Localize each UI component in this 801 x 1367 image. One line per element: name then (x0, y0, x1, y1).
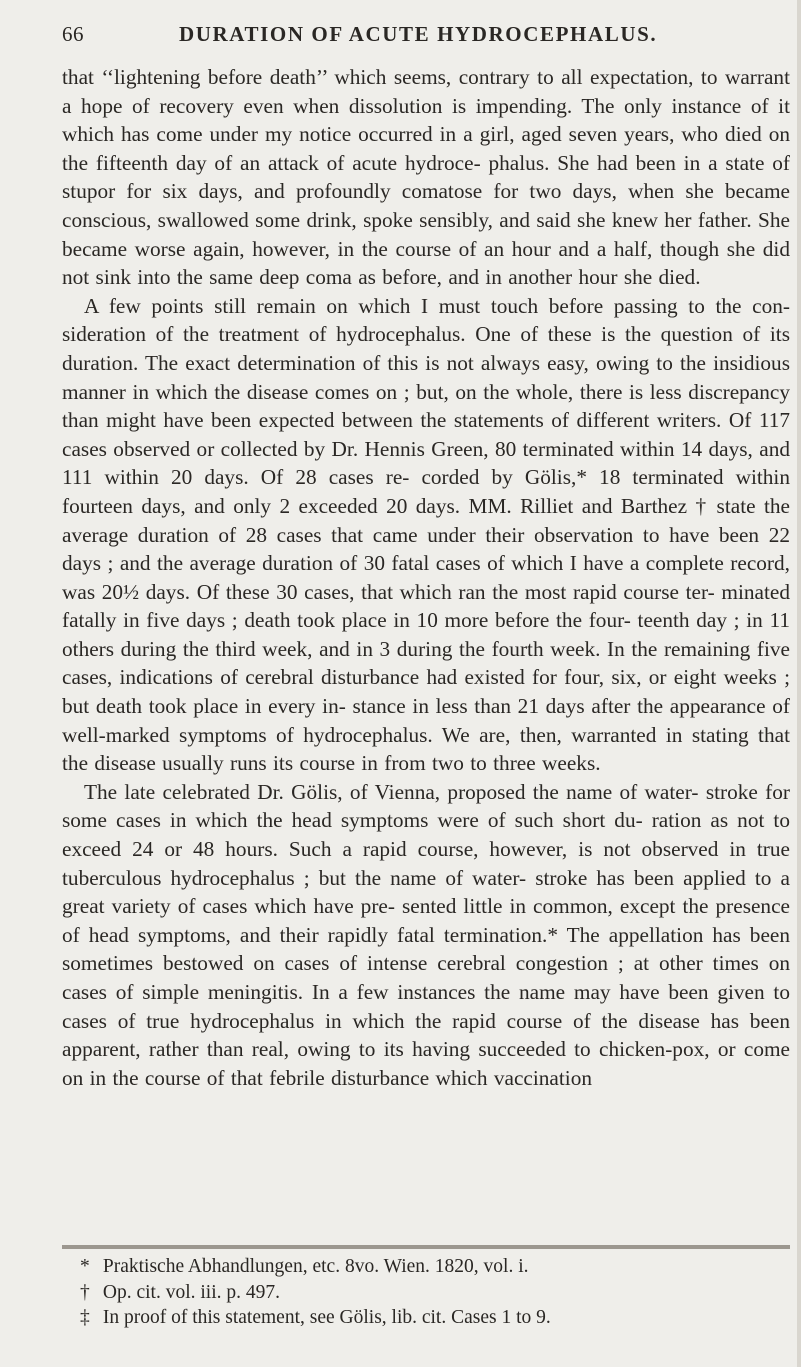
page-edge (797, 0, 801, 1367)
footnote-1 (80, 1254, 780, 1280)
paragraph-3: The late celebrated Dr. Gölis, of Vienna, proposed the name of water- stroke for some cases in which the head symptoms were of such short du- ration as not to exceed 24 or 48 hours. Such a rapid course, however, is not observed in true tuberculous hydrocephalus ; but the name of water- stroke has been applied to a great variety of cases which have pre- sented little in common, except the presence of head symptoms, and their rapidly fatal termination.* The appellation has been sometimes bestowed on cases of intense cerebral congestion ; at other times on cases of simple meningitis. In a few instances the name may have been given to cases of true hydrocephalus in which the rapid course of the disease has been apparent, rather than real, owing to its having succeeded to chicken-pox, or come on in the course of that febrile disturbance which vaccination (62, 779, 790, 1090)
footnote-3 (80, 1305, 780, 1331)
paragraph-1: that ‘‘lightening before death’’ which seems, contrary to all expectation, to warrant a hope of recovery even when dissolution is impending. The only instance of it which has come under my notice occurred in a girl, aged seven years, who died on the fifteenth day of an attack of acute hydroce- phalus. She had been in a state of stupor for six days, and profoundly comatose for two days, when she became conscious, swallowed some drink, spoke sensibly, and said she knew her father. She became worse again, however, in the course of an hour and a half, though she did not sink into the same deep coma as before, and in another hour she died. (62, 65, 790, 290)
footnote-rule (62, 1245, 790, 1249)
footnote-text: Praktische Abhandlungen, etc. 8vo. Wien. 1820, vol. i. (102, 1256, 529, 1277)
running-head (62, 22, 777, 52)
body-text (62, 63, 790, 1092)
footnote-2 (80, 1280, 780, 1306)
page-number: 66 (62, 22, 84, 46)
footnote-mark: * (80, 1256, 90, 1277)
footnotes (80, 1254, 780, 1331)
footnote-text: In proof of this statement, see Gölis, lib. cit. Cases 1 to 9. (102, 1307, 551, 1328)
running-title: DURATION OF ACUTE HYDROCEPHALUS. (179, 22, 658, 46)
footnote-text: Op. cit. vol. iii. p. 497. (102, 1281, 280, 1303)
paragraph-2: A few points still remain on which I must touch before passing to the con- sideration of the treatment of hydrocephalus. One of these is the question of its duration. The exact determination of this is not always easy, owing to the insidious manner in which the disease comes on ; but, on the whole, there is less discrepancy than might have been expected between the statements of different writers. Of 117 cases observed or collected by Dr. Hennis Green, 80 terminated within 14 days, and 111 within 20 days. Of 28 cases re- corded by Gölis,* 18 terminated within fourteen days, and only 2 exceeded 20 days. MM. Rilliet and Barthez † state the average duration of 28 cases that came under their observation to have been 22 days ; and the average duration of 30 fatal cases of which I have a complete record, was 20½ days. Of these 30 cases, that which ran the most rapid course ter- minated fatally in five days ; death took place in 10 more before the four- teenth day ; in 11 others during the third week, and in 3 during the fourth week. In the remaining five cases, indications of cerebral disturbance had existed for four, six, or eight weeks ; but death took place in every in- stance in less than 21 days after the appearance of well-marked symptoms of hydrocephalus. We are, then, warranted in stating that the disease usually runs its course in from two to three weeks. (62, 293, 790, 776)
footnote-mark: ‡ (80, 1307, 90, 1328)
footnote-mark: † (80, 1281, 90, 1303)
